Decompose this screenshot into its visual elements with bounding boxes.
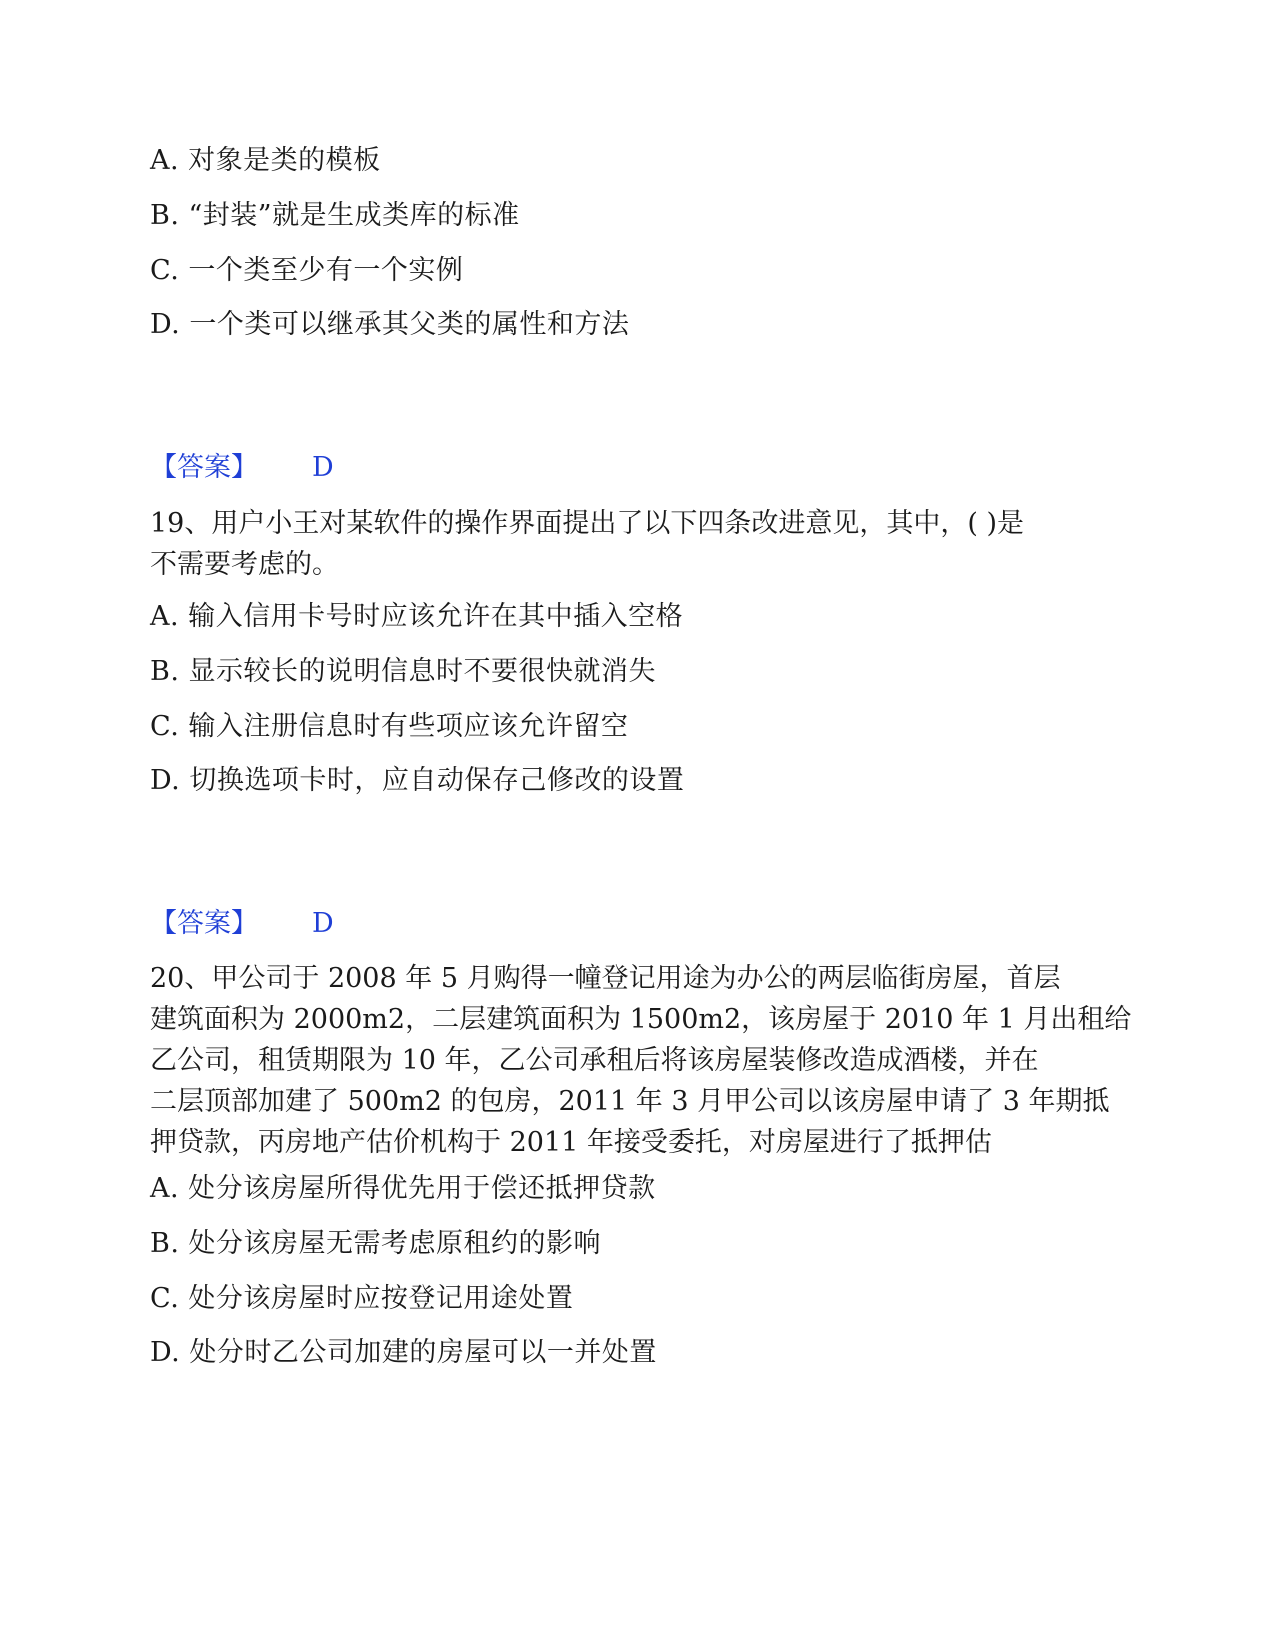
q19-question-line: 19、用户小王对某软件的操作界面提出了以下四条改进意见，其中，( )是 [150,508,1025,539]
q18-answer-label: 【答案】 [150,452,258,483]
q20-question-line: 20、甲公司于 2008 年 5 月购得一幢登记用途为办公的两层临街房屋，首层 [150,963,1061,994]
q18-option-c: C. 一个类至少有一个实例 [150,255,464,286]
q20-question-line: 建筑面积为 2000m2，二层建筑面积为 1500m2，该房屋于 2010 年 1 月出租给 [150,1004,1132,1035]
q20-option-d: D. 处分时乙公司加建的房屋可以一并处置 [150,1337,657,1368]
q19-question-line: 不需要考虑的。 [150,549,339,580]
q18-answer [150,448,334,488]
q19-answer-value: D [312,908,334,939]
q20-question [150,958,1132,1163]
q18-answer-value: D [312,452,334,483]
q18-option-a: A. 对象是类的模板 [150,145,381,176]
q19-option-c: C. 输入注册信息时有些项应该允许留空 [150,711,629,742]
q20-question-line: 二层顶部加建了 500m2 的包房，2011 年 3 月甲公司以该房屋申请了 3 年期抵 [150,1086,1110,1117]
q20-option-c: C. 处分该房屋时应按登记用途处置 [150,1283,574,1314]
q19-option-a: A. 输入信用卡号时应该允许在其中插入空格 [150,601,684,632]
q19-answer [150,904,334,944]
q20-question-line: 乙公司，租赁期限为 10 年，乙公司承租后将该房屋装修改造成酒楼，并在 [150,1045,1039,1076]
q19-option-b: B. 显示较长的说明信息时不要很快就消失 [150,656,657,687]
q20-option-b: B. 处分该房屋无需考虑原租约的影响 [150,1228,602,1259]
q20-option-a: A. 处分该房屋所得优先用于偿还抵押贷款 [150,1173,656,1204]
q19-option-d: D. 切换选项卡时，应自动保存己修改的设置 [150,765,685,796]
q18-option-d: D. 一个类可以继承其父类的属性和方法 [150,309,630,340]
q18-option-b: B. “封装”就是生成类库的标准 [150,200,520,231]
q19-answer-label: 【答案】 [150,908,258,939]
q20-question-line: 押贷款，丙房地产估价机构于 2011 年接受委托，对房屋进行了抵押估 [150,1127,992,1158]
q19-question [150,503,1125,585]
